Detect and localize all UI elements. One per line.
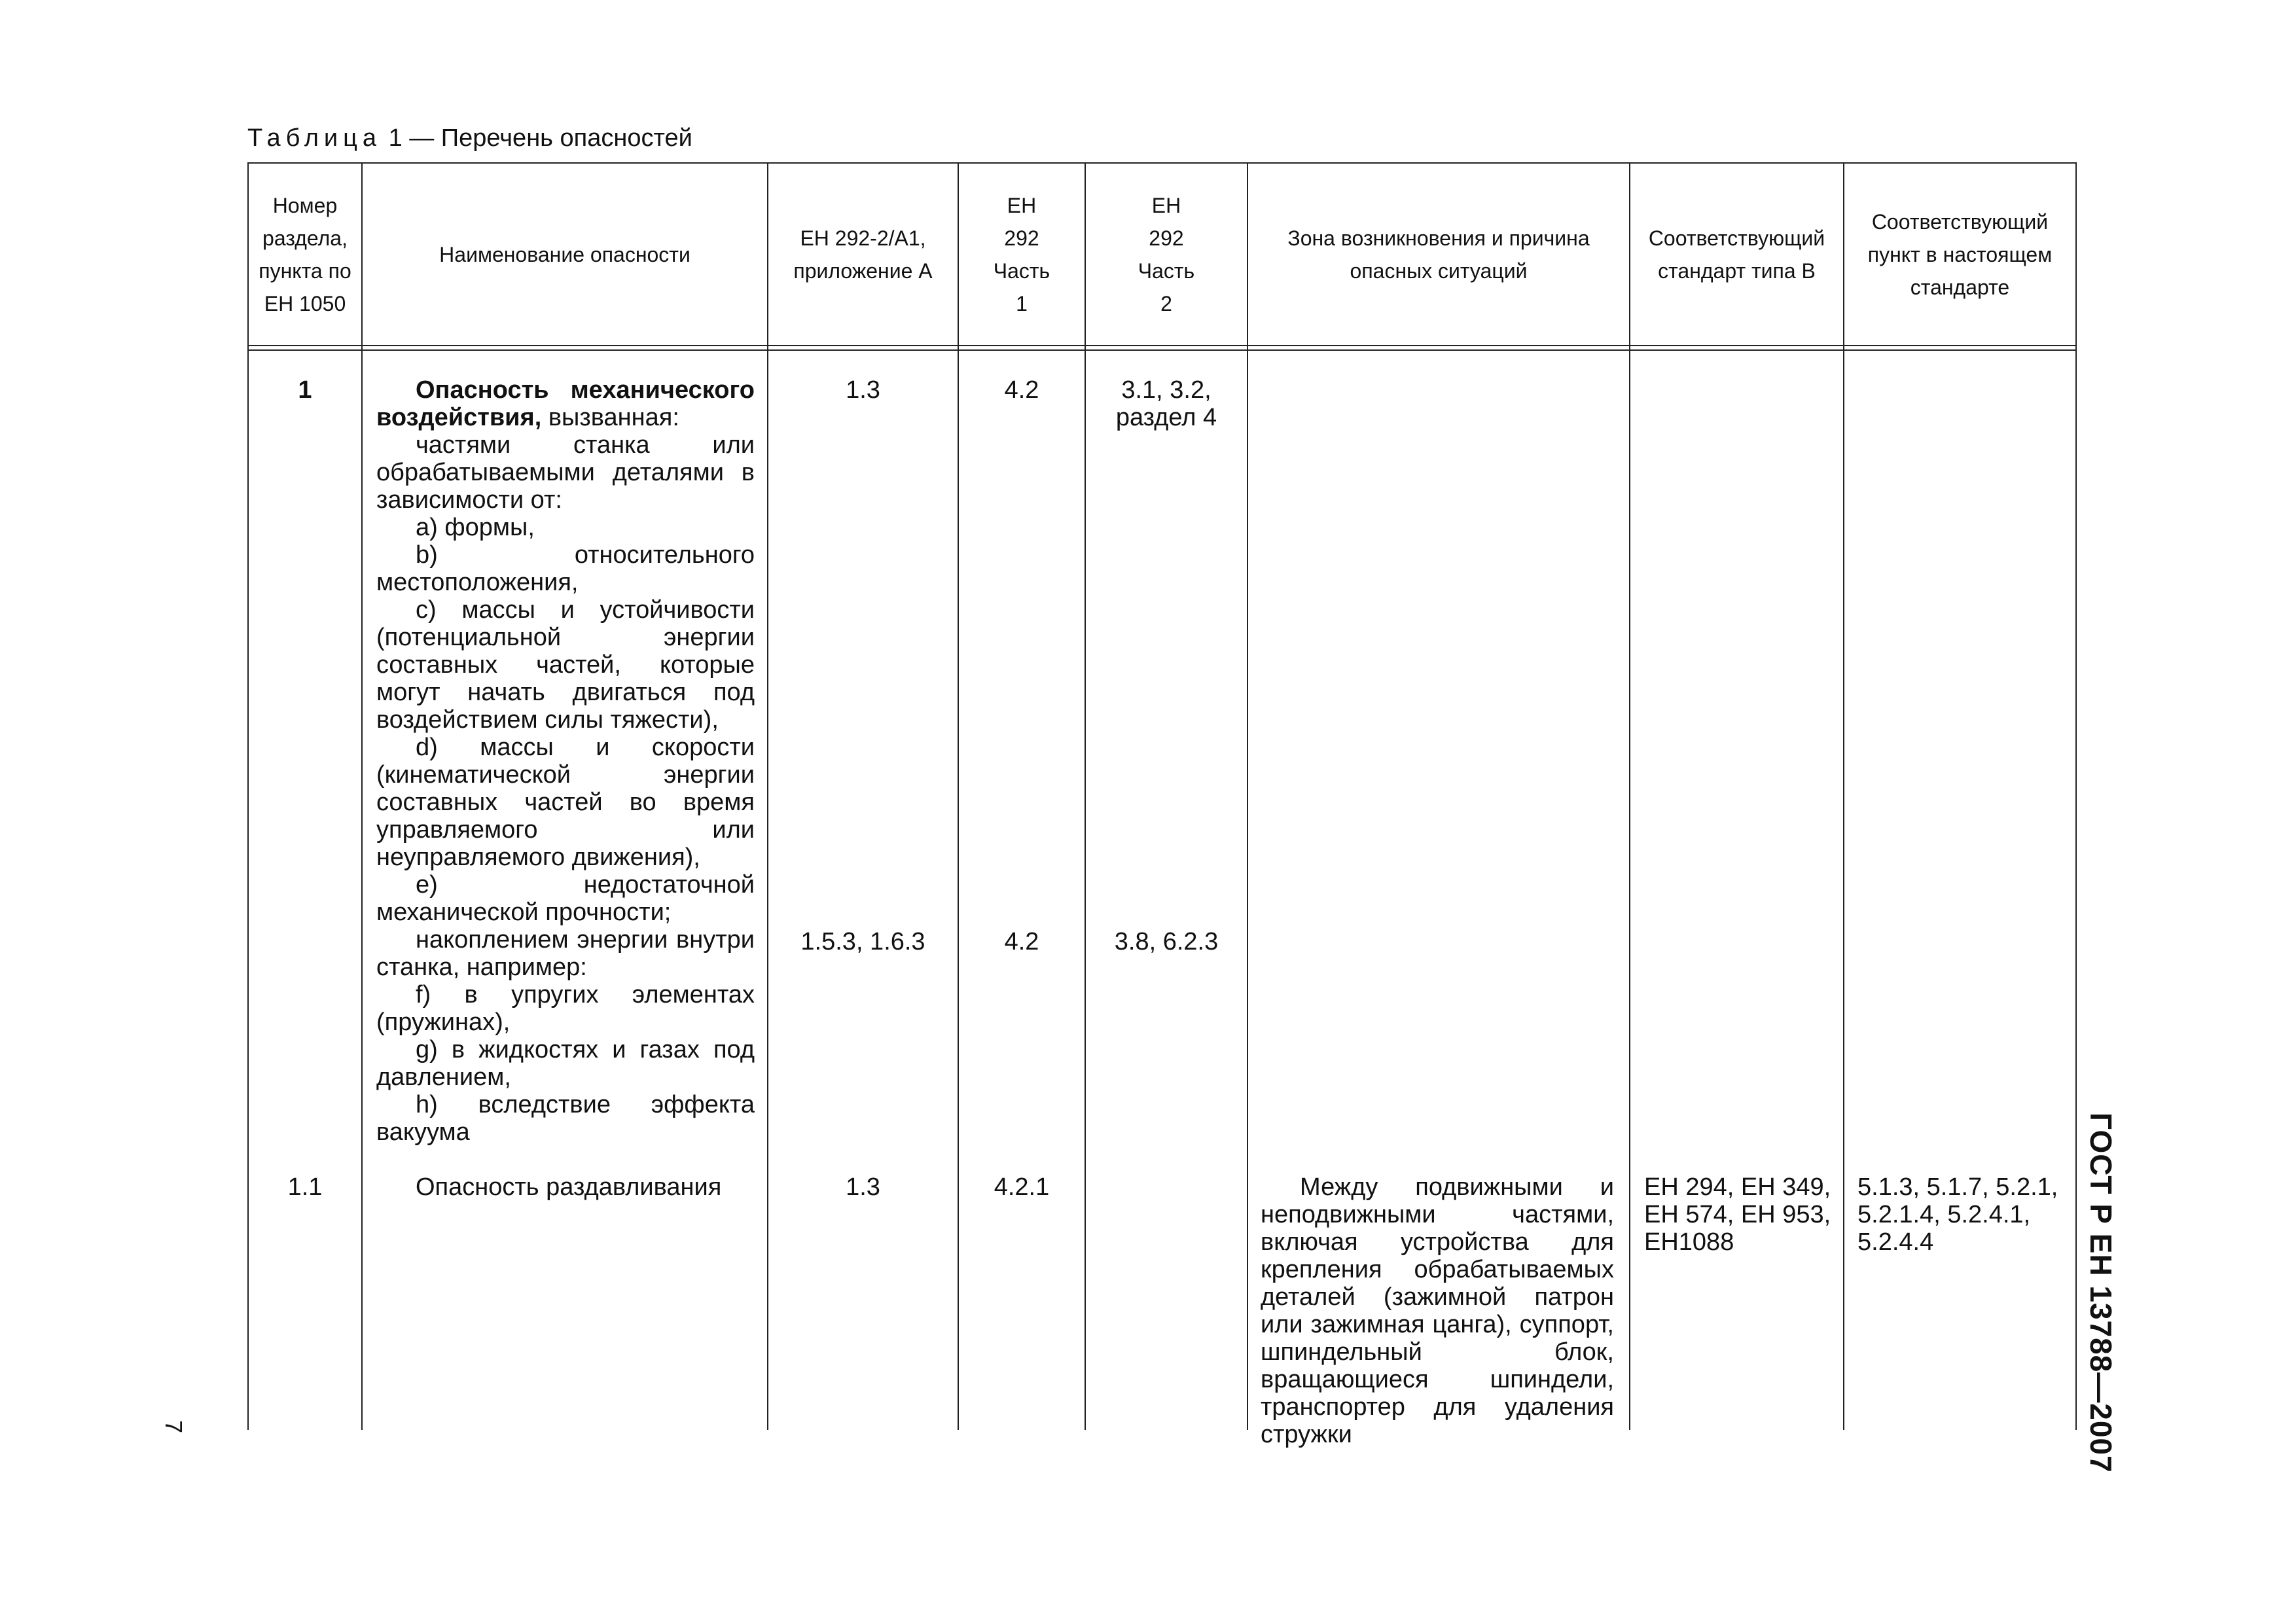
header-clause: Соответствующий пункт в настоящем стандарте	[1867, 209, 2053, 299]
row1-hazard-description	[376, 376, 755, 1146]
row1-line-1: a) формы,	[416, 514, 535, 541]
row1-line-4: d) массы и скорости (кинематической энергии составных частей во время управляемого или неуправляемого движения),	[376, 734, 755, 871]
row2-zone	[1261, 1173, 1614, 1448]
caption-lead: Таблица	[247, 124, 382, 152]
col-border-0	[247, 162, 249, 1430]
row1-en292-part2-ref-2: 3.8, 6.2.3	[1114, 928, 1219, 955]
row2-hazard-name: Опасность раздавливания	[416, 1173, 722, 1201]
row1-en292-2-ref-2: 1.5.3, 1.6.3	[800, 928, 925, 955]
row1-line-2: b) относительного местоположения,	[376, 541, 755, 596]
row1-number: 1	[298, 376, 312, 404]
page-number: 7	[160, 1420, 187, 1434]
col-border-2	[767, 162, 768, 1430]
table-caption	[247, 124, 692, 152]
row2-clauses: 5.1.3, 5.1.7, 5.2.1, 5.2.1.4, 5.2.4.1, 5.2.4.4	[1857, 1173, 2058, 1256]
row1-en292-part1-ref-2: 4.2	[1004, 928, 1039, 955]
caption-rest: 1 — Перечень опасностей	[388, 124, 692, 152]
row1-line-8: g) в жидкостях и газах под давлением,	[376, 1036, 755, 1091]
row2-zone-text: Между подвижными и неподвижными частями, включая устройства для крепления обрабатываемых деталей (зажимной патрон или зажимная цанга), суппорт, шпиндельный блок, вращающиеся шпиндели, транспортер для удаления стружки	[1261, 1173, 1614, 1448]
col-border-4	[1085, 162, 1086, 1430]
header-en292-part1: ЕН 292 Часть 1	[993, 193, 1050, 315]
header-hazard-name: Наименование опасности	[439, 242, 691, 266]
col-border-7	[1843, 162, 1844, 1430]
row1-title-bold: Опасность механического воздействия,	[376, 376, 755, 431]
hazard-table	[247, 162, 2077, 1448]
row1-line-6: накоплением энергии внутри станка, например:	[376, 926, 755, 981]
col-border-8	[2075, 162, 2077, 1430]
col-border-6	[1629, 162, 1630, 1430]
row1-line-7: f) в упругих элементах (пружинах),	[376, 981, 755, 1036]
header-divider-1	[247, 345, 2077, 346]
row2-number: 1.1	[287, 1173, 323, 1201]
row1-line-0: частями станка или обрабатываемыми деталями в зависимости от:	[376, 431, 755, 514]
header-type-b-standard: Соответствующий стандарт типа В	[1648, 226, 1825, 283]
header-en292-part2: ЕН 292 Часть 2	[1138, 193, 1195, 315]
header-en292-2: ЕН 292-2/А1, приложение А	[793, 226, 933, 283]
row2-type-b-standards: ЕН 294, ЕН 349, ЕН 574, ЕН 953, ЕН1088	[1644, 1173, 1831, 1256]
document-side-title: ГОСТ Р ЕН 13788—2007	[2084, 1113, 2118, 1473]
row1-line-9: h) вследствие эффекта вакуума	[376, 1091, 755, 1146]
row2-en292-2-ref: 1.3	[846, 1173, 880, 1201]
row1-title-rest: вызванная:	[541, 404, 679, 431]
row1-en292-part2-ref-1: 3.1, 3.2, раздел 4	[1115, 376, 1217, 431]
row1-en292-part1-ref-1: 4.2	[1004, 376, 1039, 404]
header-number: Номер раздела, пункта по ЕН 1050	[259, 193, 351, 315]
row1-line-3: c) массы и устойчивости (потенциальной энергии составных частей, которые могут начать двигаться под воздействием силы тяжести),	[376, 596, 755, 734]
header-divider-2	[247, 349, 2077, 351]
col-border-1	[361, 162, 363, 1430]
row1-line-5: e) недостаточной механической прочности;	[376, 871, 755, 926]
header-zone: Зона возникновения и причина опасных ситуаций	[1287, 226, 1590, 283]
col-border-5	[1247, 162, 1248, 1430]
row2-en292-part1-ref: 4.2.1	[994, 1173, 1050, 1201]
row1-en292-2-ref-1: 1.3	[846, 376, 880, 404]
col-border-3	[958, 162, 959, 1430]
